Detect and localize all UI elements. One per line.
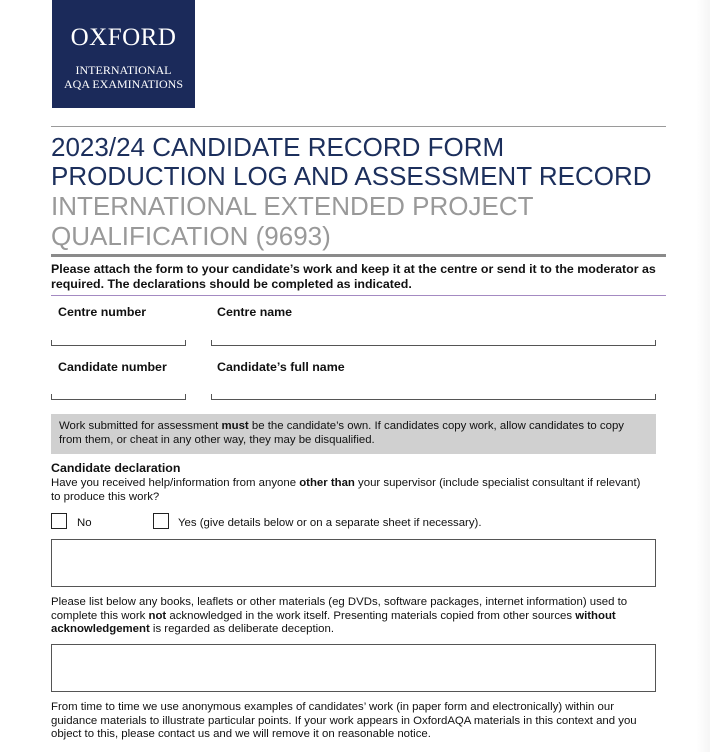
materials-part3: is regarded as deliberate deception. <box>149 623 335 635</box>
help-details-textbox[interactable] <box>51 539 656 587</box>
warning-emphasis: must <box>221 420 249 432</box>
logo-main-text: OXFORD <box>70 24 177 51</box>
title-divider <box>51 254 666 257</box>
oxford-aqa-logo <box>52 0 195 108</box>
warning-text-part2: be the candidate’s own. If candidates copy work, allow candidates to copy from them, or cheat in any other way, they may be disqualified. <box>59 420 624 446</box>
no-checkbox[interactable] <box>51 513 67 529</box>
candidate-number-field[interactable] <box>51 394 186 400</box>
form-title-line2: PRODUCTION LOG AND ASSESSMENT RECORD <box>51 161 652 191</box>
materials-part2: acknowledged in the work itself. Presenting materials copied from other sources <box>166 609 576 622</box>
materials-emphasis-not: not <box>148 609 167 622</box>
materials-part1: Please list below any books, leaflets or other materials (eg DVDs, software packages, internet information) used to complete this work <box>51 596 628 622</box>
anonymous-examples-notice: From time to time we use anonymous examples of candidates’ work (in paper form and electronically) within our guidance materials to illustrate particular points. If your work appears in OxfordAQA materials in this context and you object to this, please contact us and we will remove it on reasonable notice. <box>51 701 637 740</box>
page-edge-shadow <box>696 0 710 752</box>
candidate-full-name-field[interactable] <box>211 394 656 400</box>
malpractice-warning <box>51 414 656 454</box>
question-part1: Have you received help/information from anyone <box>51 477 300 489</box>
qualification-title-line2: QUALIFICATION (9693) <box>51 221 331 251</box>
intro-instructions: Please attach the form to your candidate’s work and keep it at the centre or send it to the moderator as required. The declarations should be completed as indicated. <box>51 262 656 291</box>
question-emphasis: other than <box>299 477 355 489</box>
help-question <box>51 477 651 504</box>
no-checkbox-label: No <box>77 517 92 529</box>
yes-checkbox[interactable] <box>153 513 169 529</box>
materials-list-textbox[interactable] <box>51 644 656 692</box>
question-part2: your supervisor (include specialist consultant if relevant) to produce this work? <box>51 477 641 503</box>
centre-name-label: Centre name <box>217 305 293 319</box>
candidate-full-name-label: Candidate’s full name <box>217 360 345 374</box>
logo-subtitle-line2: AQA EXAMINATIONS <box>64 77 183 91</box>
materials-emphasis-without-ack: without acknowledgement <box>51 609 616 635</box>
warning-text-part1: Work submitted for assessment <box>59 420 222 432</box>
candidate-number-label: Candidate number <box>58 360 167 374</box>
logo-subtitle-line1: INTERNATIONAL <box>75 63 172 77</box>
candidate-declaration-heading: Candidate declaration <box>51 461 181 475</box>
materials-instructions <box>51 596 663 637</box>
yes-checkbox-label: Yes (give details below or on a separate sheet if necessary). <box>178 517 482 529</box>
intro-divider <box>51 295 666 296</box>
qualification-title-line1: INTERNATIONAL EXTENDED PROJECT <box>51 191 534 221</box>
centre-name-field[interactable] <box>211 340 656 346</box>
form-title-line1: 2023/24 CANDIDATE RECORD FORM <box>51 132 505 162</box>
centre-number-field[interactable] <box>51 340 186 346</box>
centre-number-label: Centre number <box>58 305 147 319</box>
top-divider <box>51 126 666 127</box>
